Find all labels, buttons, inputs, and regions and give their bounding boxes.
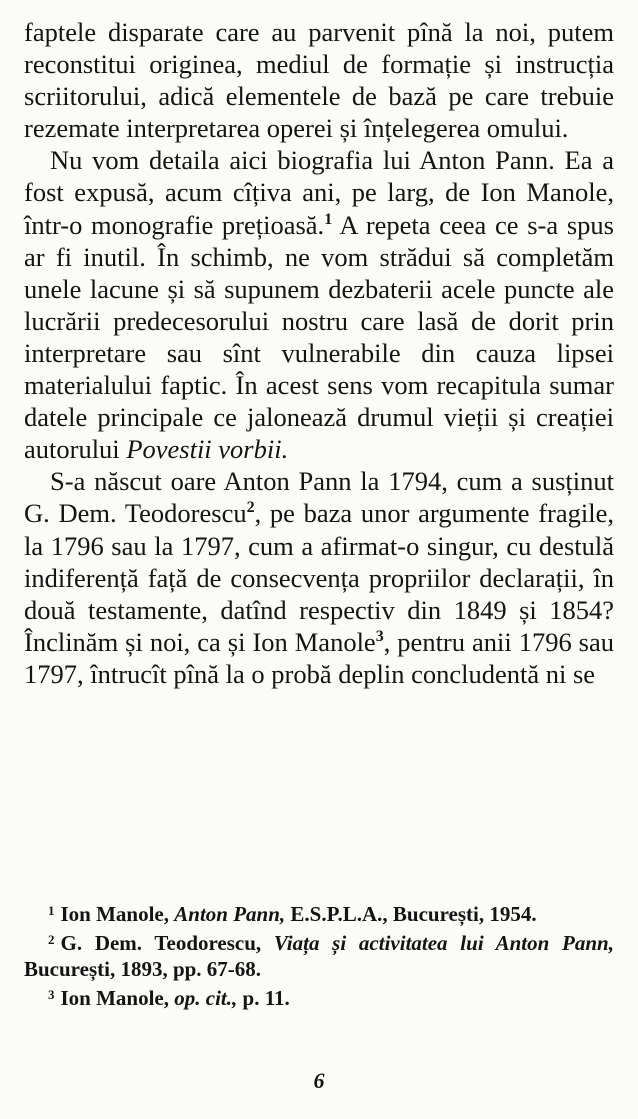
- paragraph-3: S-a născut oare Anton Pann la 1794, cum a susținut G. Dem. Teodorescu$^2$, pe baza unor argumente fragile, la 1796 sau la 1797, cum a afirmat-o singur, cu destulă indiferență față de consecvența propriilor declarații, în două testamente, datînd respectiv din 1849 și 1854? Înclinăm și noi, ca și Ion Manole$^3$, pentru anii 1796 sau 1797, întrucît pînă la o probă deplin concludentă ni se: [24, 466, 615, 689]
- paragraph-1: faptele disparate care au parvenit pînă la noi, putem reconstitui originea, mediul de formație și instrucția scriitorului, adică elementele de bază pe care trebuie rezemate interpretarea operei și înțelegerea omului.: [24, 17, 614, 144]
- body-text: [24, 16, 614, 690]
- footnote-ref-1: 1: [324, 210, 333, 228]
- paragraph-2: Nu vom detaila aici biografia lui Anton Pann. Ea a fost expusă, acum cîțiva ani, pe larg, de Ion Manole, într-o monografie prețioasă.$^1$ A repeta ceea ce s-a spus ar fi inutil. În schimb, ne vom strădui să completăm unele lacune și să supunem dezbaterii acele puncte ale lucrării predecesorului nostru care lasă de dorit prin interpretare sau sînt vulnerabile din cauza lipsei materialului faptic. În acest sens vom recapitula sumar datele principale ce jalonează drumul vieții și creației autorului Povestii vorbii.: [24, 145, 614, 465]
- footnote-ref-3: 3: [375, 627, 384, 645]
- footnotes: [24, 898, 614, 1011]
- footnote-1: $^1$ Ion Manole, Anton Pann, E.S.P.L.A., București, 1954.: [48, 902, 537, 926]
- page-number: 6: [313, 1068, 325, 1093]
- footnote-3: $^3$ Ion Manole, op. cit., p. 11.: [48, 986, 290, 1010]
- footnote-ref-2: 2: [246, 499, 255, 517]
- footnote-2: $^2$ G. Dem. Teodorescu, Viața și activitatea lui Anton Pann, București, 1893, pp. 67-68.: [24, 931, 614, 981]
- book-title-povestii-vorbii: Povestii vorbii.: [126, 434, 289, 465]
